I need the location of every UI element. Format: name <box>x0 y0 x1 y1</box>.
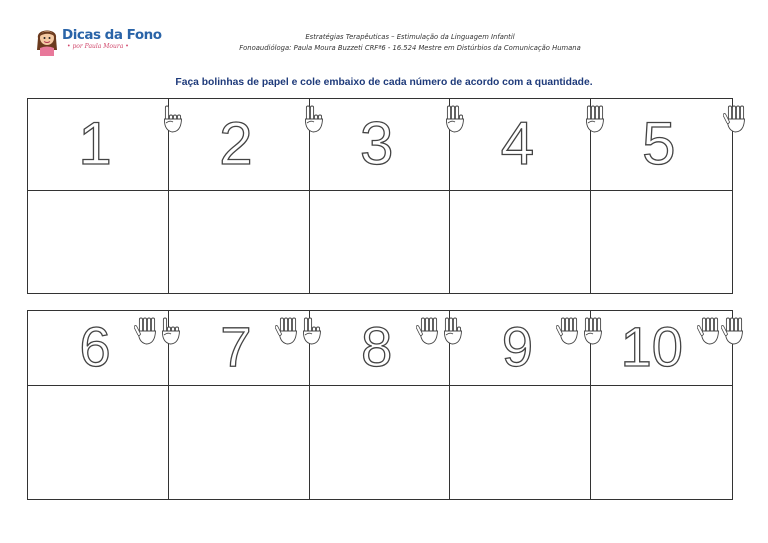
number-cell-6 <box>28 311 169 386</box>
header-line-2: Fonoaudióloga: Paula Moura Buzzeti CRFª6 - 16.524 Mestre em Distúrbios da Comunicação Humana <box>239 44 581 52</box>
outlined-numeral-7: 7 <box>220 314 252 378</box>
hand-counting-5-icon <box>721 315 747 352</box>
outlined-numeral-1: 1 <box>78 109 112 177</box>
number-cell-9 <box>450 311 591 386</box>
hand-counting-5-icon <box>556 315 582 352</box>
instruction-text: Faça bolinhas de papel e cole embaixo de cada número de acordo com a quantidade. <box>175 77 593 88</box>
outlined-numeral-2: 2 <box>219 109 253 177</box>
paste-area-6 <box>28 386 169 499</box>
logo-brand-name: Dicas da Fono <box>62 27 162 43</box>
paste-area-3 <box>310 191 451 293</box>
outlined-numeral-5: 5 <box>642 109 676 177</box>
outlined-numeral-4: 4 <box>500 109 535 177</box>
outlined-numeral-9: 9 <box>501 314 534 378</box>
hand-counting-5-icon <box>275 315 301 352</box>
number-cell-10 <box>591 311 732 386</box>
hand-counting-5-icon <box>416 315 442 352</box>
number-cell-7 <box>169 311 310 386</box>
logo-tagline: • por Paula Moura • <box>67 43 129 50</box>
number-cell-8 <box>310 311 451 386</box>
numbers-grid-1-to-5 <box>27 98 733 294</box>
hand-counting-5-icon <box>697 315 723 352</box>
paste-area-4 <box>450 191 591 293</box>
paste-area-5 <box>591 191 732 293</box>
hand-counting-5-icon <box>723 103 749 140</box>
number-cell-4 <box>450 99 591 191</box>
paste-area-7 <box>169 386 310 499</box>
header-line-1: Estratégias Terapêuticas – Estimulação da Linguagem Infantil <box>305 33 515 41</box>
number-cell-2 <box>169 99 310 191</box>
hand-counting-5-icon <box>134 315 160 352</box>
outlined-numeral-6: 6 <box>79 314 111 378</box>
paste-area-8 <box>310 386 451 499</box>
number-cell-3 <box>310 99 451 191</box>
outlined-numeral-8: 8 <box>361 314 393 378</box>
paste-area-9 <box>450 386 591 499</box>
paste-area-2 <box>169 191 310 293</box>
document-header <box>150 32 670 54</box>
paste-area-1 <box>28 191 169 293</box>
numbers-grid-6-to-10 <box>27 310 733 500</box>
number-cell-1 <box>28 99 169 191</box>
outlined-numeral-3: 3 <box>360 109 394 177</box>
girl-avatar-icon <box>34 24 60 56</box>
paste-area-10 <box>591 386 732 499</box>
dicas-da-fono-logo <box>34 22 162 60</box>
number-cell-5 <box>591 99 732 191</box>
outlined-numeral-10: 10 <box>620 314 683 378</box>
